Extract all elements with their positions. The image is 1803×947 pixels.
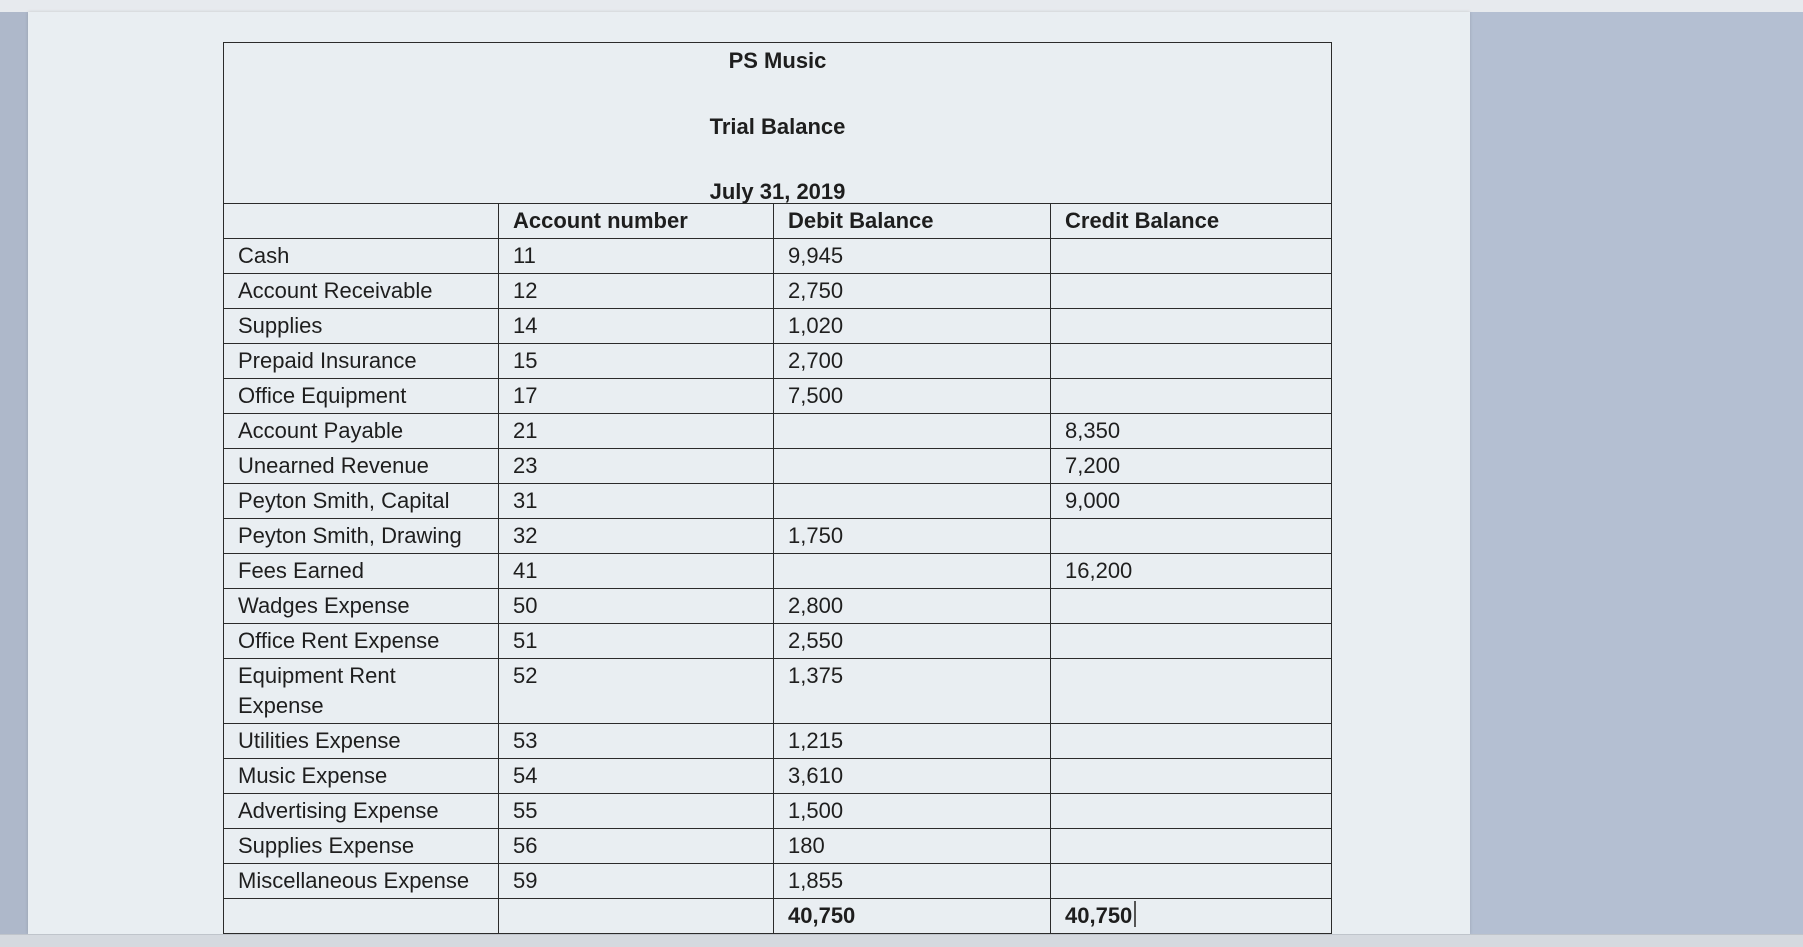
account-number-cell[interactable]: 17 bbox=[499, 379, 774, 414]
account-number-cell[interactable]: 31 bbox=[499, 484, 774, 519]
table-row bbox=[224, 519, 1332, 554]
totals-label-cell[interactable] bbox=[224, 899, 499, 934]
debit-cell[interactable]: 1,375 bbox=[774, 659, 1051, 724]
account-name-cell[interactable]: Miscellaneous Expense bbox=[224, 864, 499, 899]
account-name-cell[interactable]: Supplies Expense bbox=[224, 829, 499, 864]
table-row bbox=[224, 864, 1332, 899]
table-row bbox=[224, 449, 1332, 484]
credit-cell[interactable]: 8,350 bbox=[1051, 414, 1332, 449]
account-name-cell[interactable]: Equipment Rent Expense bbox=[224, 659, 499, 724]
account-name-cell[interactable]: Music Expense bbox=[224, 759, 499, 794]
account-name-cell[interactable]: Fees Earned bbox=[224, 554, 499, 589]
credit-cell[interactable] bbox=[1051, 794, 1332, 829]
text-cursor-icon bbox=[1134, 901, 1136, 927]
document-page[interactable] bbox=[28, 12, 1470, 934]
table-row bbox=[224, 659, 1332, 724]
debit-cell[interactable] bbox=[774, 449, 1051, 484]
credit-cell[interactable] bbox=[1051, 829, 1332, 864]
account-name-cell[interactable]: Peyton Smith, Capital bbox=[224, 484, 499, 519]
credit-cell[interactable] bbox=[1051, 379, 1332, 414]
total-debit-value: 40,750 bbox=[788, 903, 856, 928]
table-row bbox=[224, 309, 1332, 344]
account-number-cell[interactable]: 54 bbox=[499, 759, 774, 794]
credit-cell[interactable]: 7,200 bbox=[1051, 449, 1332, 484]
account-number-cell[interactable]: 11 bbox=[499, 239, 774, 274]
credit-cell[interactable] bbox=[1051, 309, 1332, 344]
report-title: Trial Balance bbox=[709, 114, 846, 139]
debit-cell[interactable]: 1,500 bbox=[774, 794, 1051, 829]
report-date: July 31, 2019 bbox=[709, 179, 846, 204]
table-row bbox=[224, 344, 1332, 379]
account-number-cell[interactable]: 59 bbox=[499, 864, 774, 899]
company-name: PS Music bbox=[728, 48, 827, 73]
debit-cell[interactable]: 1,855 bbox=[774, 864, 1051, 899]
totals-row bbox=[224, 899, 1332, 934]
table-row bbox=[224, 274, 1332, 309]
account-number-cell[interactable]: 14 bbox=[499, 309, 774, 344]
account-name-cell[interactable]: Wadges Expense bbox=[224, 589, 499, 624]
header-debit-balance[interactable]: Debit Balance bbox=[774, 204, 1051, 239]
credit-cell[interactable]: 16,200 bbox=[1051, 554, 1332, 589]
credit-cell[interactable] bbox=[1051, 239, 1332, 274]
credit-cell[interactable]: 9,000 bbox=[1051, 484, 1332, 519]
debit-cell[interactable] bbox=[774, 484, 1051, 519]
table-row bbox=[224, 239, 1332, 274]
account-number-cell[interactable]: 15 bbox=[499, 344, 774, 379]
table-row bbox=[224, 589, 1332, 624]
account-name-cell[interactable]: Peyton Smith, Drawing bbox=[224, 519, 499, 554]
header-account-number[interactable]: Account number bbox=[499, 204, 774, 239]
title-cell[interactable] bbox=[224, 43, 1332, 204]
account-number-cell[interactable]: 12 bbox=[499, 274, 774, 309]
account-name-cell[interactable]: Advertising Expense bbox=[224, 794, 499, 829]
table-row bbox=[224, 829, 1332, 864]
account-name-cell[interactable]: Account Receivable bbox=[224, 274, 499, 309]
debit-cell[interactable]: 2,750 bbox=[774, 274, 1051, 309]
credit-cell[interactable] bbox=[1051, 759, 1332, 794]
credit-cell[interactable] bbox=[1051, 864, 1332, 899]
account-number-cell[interactable]: 50 bbox=[499, 589, 774, 624]
account-number-cell[interactable]: 41 bbox=[499, 554, 774, 589]
account-number-cell[interactable]: 56 bbox=[499, 829, 774, 864]
debit-cell[interactable]: 1,215 bbox=[774, 724, 1051, 759]
total-credit-value: 40,750 bbox=[1065, 903, 1133, 928]
debit-cell[interactable]: 3,610 bbox=[774, 759, 1051, 794]
credit-cell[interactable] bbox=[1051, 589, 1332, 624]
credit-cell[interactable] bbox=[1051, 724, 1332, 759]
header-row bbox=[224, 204, 1332, 239]
account-name-cell[interactable]: Office Rent Expense bbox=[224, 624, 499, 659]
account-number-cell[interactable]: 53 bbox=[499, 724, 774, 759]
totals-number-cell[interactable] bbox=[499, 899, 774, 934]
trial-balance-table[interactable] bbox=[223, 42, 1332, 934]
debit-cell[interactable]: 7,500 bbox=[774, 379, 1051, 414]
debit-cell[interactable] bbox=[774, 414, 1051, 449]
credit-cell[interactable] bbox=[1051, 519, 1332, 554]
account-name-cell[interactable]: Prepaid Insurance bbox=[224, 344, 499, 379]
account-name-cell[interactable]: Utilities Expense bbox=[224, 724, 499, 759]
credit-cell[interactable] bbox=[1051, 274, 1332, 309]
account-number-cell[interactable]: 55 bbox=[499, 794, 774, 829]
account-name-cell[interactable]: Office Equipment bbox=[224, 379, 499, 414]
account-number-cell[interactable]: 23 bbox=[499, 449, 774, 484]
account-name-cell[interactable]: Supplies bbox=[224, 309, 499, 344]
account-name-cell[interactable]: Account Payable bbox=[224, 414, 499, 449]
table-row bbox=[224, 624, 1332, 659]
table-row bbox=[224, 484, 1332, 519]
debit-cell[interactable]: 180 bbox=[774, 829, 1051, 864]
table-row bbox=[224, 379, 1332, 414]
total-credit-cell[interactable] bbox=[1051, 899, 1332, 934]
debit-cell[interactable]: 2,550 bbox=[774, 624, 1051, 659]
title-row bbox=[224, 43, 1332, 204]
credit-cell[interactable] bbox=[1051, 659, 1332, 724]
debit-cell[interactable]: 2,700 bbox=[774, 344, 1051, 379]
table-row bbox=[224, 554, 1332, 589]
table-row bbox=[224, 794, 1332, 829]
header-account-name[interactable] bbox=[224, 204, 499, 239]
table-row bbox=[224, 759, 1332, 794]
right-gutter bbox=[1470, 12, 1803, 934]
account-number-cell[interactable]: 52 bbox=[499, 659, 774, 724]
account-number-cell[interactable]: 32 bbox=[499, 519, 774, 554]
debit-cell[interactable]: 1,750 bbox=[774, 519, 1051, 554]
account-name-cell[interactable]: Cash bbox=[224, 239, 499, 274]
credit-cell[interactable] bbox=[1051, 344, 1332, 379]
left-gutter bbox=[0, 12, 28, 934]
table-row bbox=[224, 724, 1332, 759]
header-credit-balance[interactable]: Credit Balance bbox=[1051, 204, 1332, 239]
credit-cell[interactable] bbox=[1051, 624, 1332, 659]
debit-cell[interactable]: 2,800 bbox=[774, 589, 1051, 624]
debit-cell[interactable] bbox=[774, 554, 1051, 589]
debit-cell[interactable]: 9,945 bbox=[774, 239, 1051, 274]
account-number-cell[interactable]: 21 bbox=[499, 414, 774, 449]
status-strip bbox=[0, 934, 1803, 947]
account-name-cell[interactable]: Unearned Revenue bbox=[224, 449, 499, 484]
account-number-cell[interactable]: 51 bbox=[499, 624, 774, 659]
debit-cell[interactable]: 1,020 bbox=[774, 309, 1051, 344]
total-debit-cell[interactable] bbox=[774, 899, 1051, 934]
table-row bbox=[224, 414, 1332, 449]
